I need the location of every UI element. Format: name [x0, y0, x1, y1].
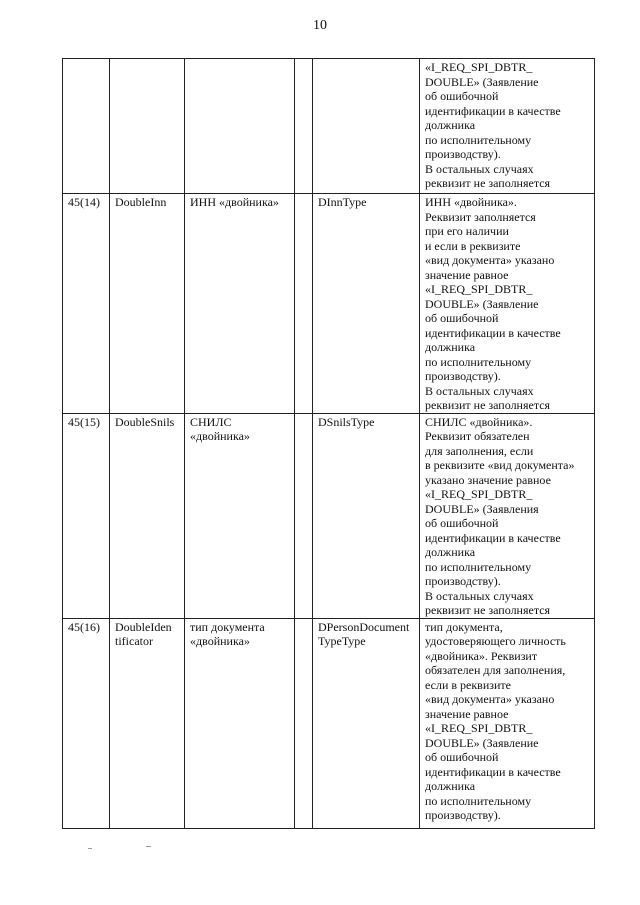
table-row: [63, 194, 595, 414]
table-row: [63, 618, 595, 828]
table-row: [63, 59, 595, 194]
requisites-table: [62, 58, 595, 829]
description-cell: «I_REQ_SPI_DBTR_ DOUBLE» (Заявление об ошибочной идентификации в качестве должника по исполнительному производству). В остальных случаях реквизит не заполняется: [420, 59, 595, 194]
field-code-cell: [110, 59, 185, 194]
description-cell: СНИЛС «двойника». Реквизит обязателен для заполнения, если в реквизите «вид документа» указано значение равное «I_REQ_SPI_DBTR_ DOUBLE» (Заявления об ошибочной идентификации в качестве должника по исполнительному производству). В остальных случаях реквизит не заполняется: [420, 413, 595, 618]
description-cell: тип документа, удостоверяющего личность «двойника». Реквизит обязателен для заполнения, если в реквизите «вид документа» указано значение равное «I_REQ_SPI_DBTR_ DOUBLE» (Заявление об ошибочной идентификации в качестве должника по исполнительному производству).: [420, 618, 595, 828]
field-code-cell: DoubleIden tificator: [110, 618, 185, 828]
field-code-cell: DoubleInn: [110, 194, 185, 414]
scan-artifact: [88, 848, 92, 849]
field-code-cell: DoubleSnils: [110, 413, 185, 618]
row-number-cell: 45(15): [63, 413, 110, 618]
flag-cell: [295, 618, 313, 828]
field-name-cell: тип документа «двойника»: [185, 618, 295, 828]
field-name-cell: ИНН «двойника»: [185, 194, 295, 414]
row-number-cell: 45(16): [63, 618, 110, 828]
flag-cell: [295, 413, 313, 618]
row-number-cell: [63, 59, 110, 194]
page-number: 10: [313, 18, 327, 33]
type-cell: DInnType: [313, 194, 420, 414]
type-cell: DPersonDocument TypeType: [313, 618, 420, 828]
flag-cell: [295, 59, 313, 194]
field-name-cell: СНИЛС «двойника»: [185, 413, 295, 618]
description-cell: ИНН «двойника». Реквизит заполняется при его наличии и если в реквизите «вид документа» указано значение равное «I_REQ_SPI_DBTR_ DOUBLE» (Заявление об ошибочной идентификации в качестве должника по исполнительному производству). В остальных случаях реквизит не заполняется: [420, 194, 595, 414]
row-number-cell: 45(14): [63, 194, 110, 414]
type-cell: DSnilsType: [313, 413, 420, 618]
table-row: [63, 413, 595, 618]
type-cell: [313, 59, 420, 194]
scan-artifact: [146, 846, 151, 847]
flag-cell: [295, 194, 313, 414]
field-name-cell: [185, 59, 295, 194]
